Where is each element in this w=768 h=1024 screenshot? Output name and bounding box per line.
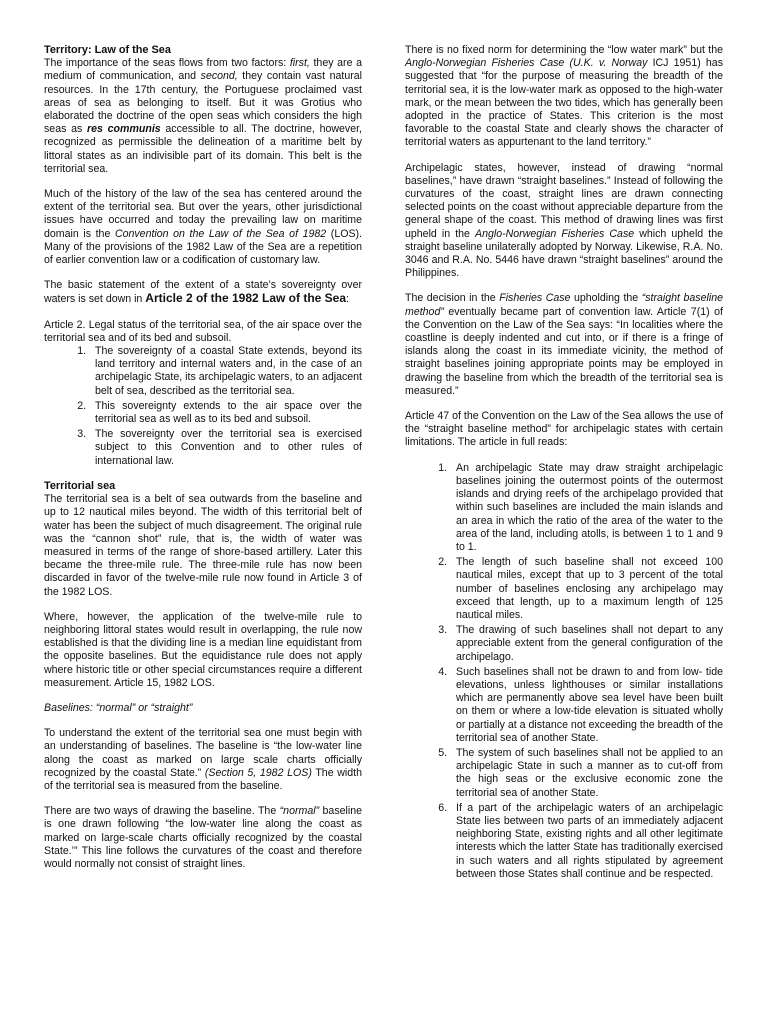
article-47-list [405, 462, 723, 881]
list-item: 2. The length of such baseline shall not exceed 100 nautical miles, except that up to 3 percent of the total number of baselines enclosing any archipelago may exceed that length, up to a maximum length of 125 nautical miles. [450, 556, 723, 622]
list-item: 1. The sovereignty of a coastal State extends, beyond its land territory and internal waters and, in the case of an archipelagic State, its archipelagic waters, to an adjacent belt of sea, described as the territorial sea. [89, 345, 362, 398]
paragraph-twelve-mile-rule: Where, however, the application of the twelve-mile rule to neighboring littoral states would result in overlapping, the rule now established is that the dividing line is a median line equidistant from the opposite baselines. But the equidistance rule does not apply where historic title or other special circumstances require a different measurement. Article 15, 1982 LOS. [44, 610, 362, 689]
paragraph-two-ways-baseline: There are two ways of drawing the baseline. The “normal” baseline is one drawn following “the low-water line along the coast as marked on large-scale charts officially recognized by the coastal State.’” This line follows the curvatures of the coast and therefore would normally not consist of straight lines. [44, 805, 362, 870]
section-heading-territory: Territory: Law of the Sea [44, 44, 171, 56]
list-item: 3. The sovereignty over the territorial sea is exercised subject to this Convention and to other rules of international law. [89, 428, 362, 468]
article-2-intro: Article 2. Legal status of the territorial sea, of the air space over the territorial sea and of its bed and subsoil. [44, 318, 362, 344]
section-heading-territorial-sea: Territorial sea [44, 479, 116, 492]
paragraph-article-47-intro: Article 47 of the Convention on the Law of the Sea allows the use of the “straight baseline method” for archipelagic states with certain limitations. The article in full reads: [405, 410, 724, 449]
right-column [405, 44, 723, 893]
left-column [44, 44, 362, 883]
paragraph-sovereignty-statement: The basic statement of the extent of a state’s sovereignty over waters is set down in Article 2 of the 1982 Law of the Sea: [44, 279, 362, 306]
paragraph-history-law-of-sea: Much of the history of the law of the sea has centered around the extent of the territorial sea. But over the years, other jurisdictional issues have occurred and today the prevailing law on maritime domain is the Convention on the Law of the Sea of 1982 (LOS). Many of the provisions of the 1982 Law of the Sea are a repetition of earlier convention law or a codification of customary law. [44, 188, 362, 267]
paragraph-importance-of-seas: The importance of the seas flows from two factors: first, they are a medium of communication, and second, they contain vast natural resources. In the 17th century, the Portuguese proclaimed vast areas of sea as belonging to itself. But it was Grotius who elaborated the doctrine of the open seas which considers the high seas as res communis accessible to all. The doctrine, however, recognized as permissible the delineation of a maritime belt by littoral states as an indivisible part of its domain. This belt is the territorial sea. [44, 57, 363, 175]
section-heading-baselines: Baselines: “normal” or “straight” [44, 701, 193, 714]
paragraph-archipelagic-states: Archipelagic states, however, instead of drawing “normal baselines,” have drawn “straight baselines.” Instead of following the curvatures of the coast, straight lines are drawn connecting selected points on the coast without appreciable departure from the general shape of the coast. This method of drawing lines was first upheld in the Anglo-Norwegian Fisheries Case which upheld the straight baseline unilaterally adopted by Norway. Likewise, R.A. No. 3046 and R.A. No. 5446 have drawn “straight baselines” around the Philippines. [405, 161, 723, 280]
list-item: 2. This sovereignty extends to the air space over the territorial sea as well as to its bed and subsoil. [89, 400, 362, 426]
paragraph-baselines-intro: To understand the extent of the territorial sea one must begin with an understanding of baselines. The baseline is “the low-water line along the coast as marked on large scale charts officially recognized by the coastal State.” (Section 5, 1982 LOS) The width of the territorial sea is measured from the baseline. [44, 727, 362, 792]
paragraph-territorial-sea: The territorial sea is a belt of sea outwards from the baseline and up to 12 nautical miles beyond. The width of this territorial belt of water has been the subject of much disagreement. The original rule was the “cannon shot” rule, that is, the width of water was measured in terms of the range of shore-based artillery. Later this became the three-mile rule. The three-mile rule has now been discarded in favor of the twelve-mile rule now found in Article 3 of the 1982 LOS. [44, 493, 362, 598]
paragraph-fisheries-case: The decision in the Fisheries Case upholding the “straight baseline method” eventually became part of convention law. Article 7(1) of the Convention on the Law of the Sea says: “In localities where the coastline is deeply indented and cut into, or if there is a fringe of islands along the coast in its immediate vicinity, the method of straight baselines joining appropriate points may be employed in drawing the baseline from which the breadth of the territorial sea is measured.” [405, 292, 723, 397]
list-item: 6. If a part of the archipelagic waters of an archipelagic State lies between two parts of an immediately adjacent neighboring State, existing rights and all other legitimate interests which the latter State has traditionally exercised in such waters and all rights stipulated by agreement between those States shall continue and be respected. [450, 802, 723, 881]
paragraph-low-water-mark: There is no fixed norm for determining the “low water mark” but the Anglo-Norwegian Fisheries Case (U.K. v. Norway ICJ 1951) has suggested that “for the purpose of measuring the breadth of the territorial sea, it is the low-water mark as opposed to the high-water mark, or the mean between the two tides, which has generally been adopted in the practice of States. This criterion is the most favorable to the coastal State and clearly shows the character of territorial waters as appurtenant to the land territory.” [405, 44, 723, 149]
list-item: 4. Such baselines shall not be drawn to and from low- tide elevations, unless lighthouses or similar installations which are permanently above sea level have been built on them or where a low-tide elevation is situated wholly or partially at a distance not exceeding the breadth of the territorial sea of another State. [450, 666, 723, 745]
article-2-list [44, 345, 362, 468]
list-item: 1. An archipelagic State may draw straight archipelagic baselines joining the outermost points of the outermost islands and drying reefs of the archipelago provided that within such baselines are included the main islands and an area in which the ratio of the area of the water to the area of the land, including atolls, is between 1 to 1 and 9 to 1. [450, 462, 723, 554]
list-item: 5. The system of such baselines shall not be applied to an archipelagic State in such a manner as to cut-off from the high seas or the exclusive economic zone the territorial sea of another State. [450, 747, 723, 800]
list-item: 3. The drawing of such baselines shall not depart to any appreciable extent from the general configuration of the archipelago. [450, 624, 723, 664]
